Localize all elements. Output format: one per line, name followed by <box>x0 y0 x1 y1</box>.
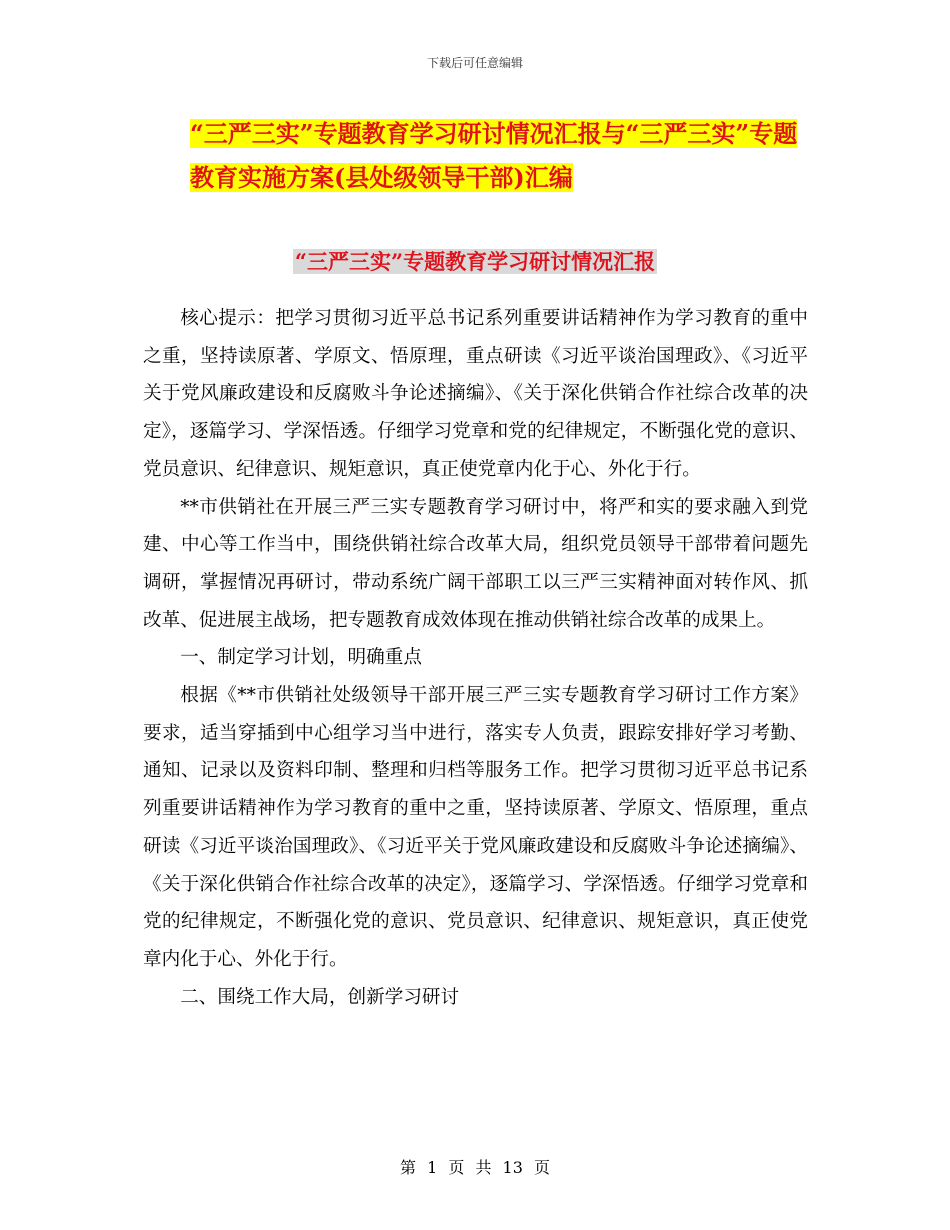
document-title-text: “三严三实”专题教育学习研讨情况汇报与“三严三实”专题教育实施方案(县处级领导干部)汇编 <box>190 119 798 192</box>
page-number: 第 1 页 共 13 页 <box>400 1158 550 1177</box>
paragraph-intro: **市供销社在开展三严三实专题教育学习研讨中，将严和实的要求融入到党建、中心等工作当中，围绕供销社综合改革大局，组织党员领导干部带着问题先调研，掌握情况再研讨，带动系统广阔干部职工以三严三实精神面对转作风、抓改革、促进展主战场，把专题教育成效体现在推动供销社综合改革的成果上。 <box>143 496 808 631</box>
paragraph-core-summary: 核心提示：把学习贯彻习近平总书记系列重要讲话精神作为学习教育的重中之重，坚持读原著、学原文、悟原理，重点研读《习近平谈治国理政》、《习近平关于党风廉政建设和反腐败斗争论述摘编》、《关于深化供销合作社综合改革的决定》，逐篇学习、学深悟透。仔细学习党章和党的纪律规定，不断强化党的意识、党员意识、纪律意识、规矩意识，真正使党章内化于心、外化于行。 <box>143 308 808 480</box>
heading-two: 二、围绕工作大局，创新学习研讨 <box>180 986 460 1008</box>
document-title <box>190 112 810 200</box>
heading-one: 一、制定学习计划，明确重点 <box>180 647 422 669</box>
document-body <box>143 300 808 1016</box>
paragraph-plan: 根据《**市供销社处级领导干部开展三严三实专题教育学习研讨工作方案》要求，适当穿插到中心组学习当中进行，落实专人负责，跟踪安排好学习考勤、通知、记录以及资料印制、整理和归档等服务工作。把学习贯彻习近平总书记系列重要讲话精神作为学习教育的重中之重，坚持读原著、学原文、悟原理，重点研读《习近平谈治国理政》、《习近平关于党风廉政建设和反腐败斗争论述摘编》、《关于深化供销合作社综合改革的决定》，逐篇学习、学深悟透。仔细学习党章和党的纪律规定，不断强化党的意识、党员意识、纪律意识、规矩意识，真正使党章内化于心、外化于行。 <box>143 685 808 970</box>
section-title-text: “三严三实”专题教育学习研讨情况汇报 <box>294 249 656 274</box>
section-title <box>0 246 950 276</box>
header-note: 下载后可任意编辑 <box>426 56 523 70</box>
